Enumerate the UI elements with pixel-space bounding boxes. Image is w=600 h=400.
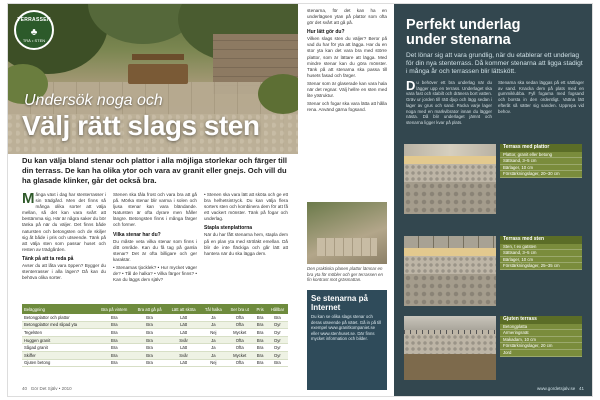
- table-cell: Ofta: [226, 321, 253, 329]
- table-cell: Sågad granit: [22, 344, 96, 352]
- middle-body: [307, 8, 387, 115]
- layer-diagram-gjuten: [404, 316, 496, 380]
- left-page: [8, 4, 298, 396]
- layer-box-item: Sten, t ex gatsten: [500, 244, 582, 251]
- table-cell: Ja: [201, 351, 227, 359]
- table-cell: Bra: [133, 329, 167, 337]
- table-cell: Bra: [253, 359, 267, 367]
- subheading: Vilka stenar har du?: [113, 231, 161, 238]
- table-header: Tål halka: [201, 304, 227, 314]
- table-row: [22, 314, 288, 321]
- layer-box-title: Gjuten terrass: [500, 316, 582, 324]
- table-cell: Dyr: [267, 321, 288, 329]
- page-number-right: www.gordetsjalv.se 41: [537, 386, 584, 391]
- right-lead: Det lönar sig att vara grundlig, när du etablerar ett underlag för din nya stenterrass. Då kommer stenarna att ligga stadigt i många år och terrassen blir lättskött.: [406, 52, 583, 75]
- badge-icon: ♣: [30, 27, 38, 38]
- table-cell: Dyr: [267, 351, 288, 359]
- table-cell: Bra: [133, 351, 167, 359]
- table-cell: Skiffer: [22, 351, 96, 359]
- layer-box-item: Sättsand, 3–5 cm: [500, 250, 582, 257]
- layer-box-item: Jord: [500, 350, 582, 357]
- paragraph: Avser du att låta vara öppen? Bygger du stenterrasser i alla lägen? Då kan du behöva olika sorter.: [22, 262, 106, 281]
- layer-box-title: Terrass med plattor: [500, 144, 582, 152]
- table-cell: Dyr: [267, 344, 288, 352]
- table-header: Ser bra ut: [226, 304, 253, 314]
- internet-box-text: Du kan se olika slags stenar och deras utseende på nätet. Gå in på till exempel www.granitkompaniet.se eller www.stenhuset.se. Där finns mycket information och bilder.: [311, 314, 382, 342]
- table-cell: Bra: [253, 329, 267, 337]
- table-cell: Lätt: [167, 314, 201, 321]
- badge-top-text: TERRASSEN: [17, 17, 51, 23]
- table-row: [22, 351, 288, 359]
- body-column-3: [204, 192, 288, 259]
- body-column-1: [22, 192, 106, 283]
- table-cell: Mycket: [226, 351, 253, 359]
- paragraph: stenarna, för det kan ha en underlägsen ytan på plattor som ofta gör det svårt att gå på.: [307, 8, 387, 26]
- table-header: Bra på vintern: [96, 304, 133, 314]
- article-title: Välj rätt slags sten: [22, 110, 260, 141]
- middle-column: [304, 4, 390, 396]
- table-row: [22, 321, 288, 329]
- table-header: Lätt att sköta: [167, 304, 201, 314]
- table-cell: Gjuten betong: [22, 359, 96, 367]
- table-cell: Bra: [253, 314, 267, 321]
- table-cell: Betongplattor med slipad yta: [22, 321, 96, 329]
- table-cell: Bra: [96, 336, 133, 344]
- right-column-1: Du behöver ett bra underlag när du lägger upp en terrass. Underlaget ska vara fast och stabilt och dränera bort vatten. Gräv ur jorden till rätt djup och lägg sedan i lager av grus och sand. Packa varje lager noga med en markvibrator innan du lägger nästa. Då blir underlaget jämnt och stenarna ligger kvar på plats.: [406, 78, 492, 125]
- paragraph: Stenen ska tåla frost och vara bra att gå på. Mörka stenar blir varma i solen och ljusa stenar kan vara bländande. Natursten är ofta dyrare men håller längre. Betongsten finns i många färger och former.: [113, 192, 197, 228]
- table-cell: Lätt: [167, 359, 201, 367]
- table-cell: Nej: [201, 359, 227, 367]
- table-header: Beläggning: [22, 304, 96, 314]
- right-page: [394, 4, 592, 396]
- layer-box-item: Makadam, 10 cm: [500, 337, 582, 344]
- body-column-2: [113, 192, 197, 285]
- table-cell: Huggen granit: [22, 336, 96, 344]
- badge-bottom-text: TRÄ • STEN: [22, 38, 46, 43]
- table-cell: Svår: [167, 336, 201, 344]
- article-lead: Du kan välja bland stenar och plattor i alla möjliga storlekar och färger till din terrass. De kan ha olika ytor och vara av granit eller gnejs. Och vill du ha glasade klinker, går det också bra.: [22, 156, 288, 185]
- table-cell: Ofta: [226, 314, 253, 321]
- table-row: [22, 344, 288, 352]
- layer-box-item: Sättsand, 3–5 cm: [500, 158, 582, 165]
- subheading: Stapla stenplattorna: [204, 225, 253, 232]
- table-cell: Dyr: [267, 336, 288, 344]
- paragraph: Stenar och fogar ska vara lätta att hålla rena. Använd gärna fogsand.: [307, 101, 387, 113]
- right-column-2: Stenarna ska sedan läggas på ett sättlager av sand. Knacka dem på plats med en gummiklubba. Fyll fogarna med fogsand och borsta in den ordentligt. Vattna lätt efteråt så sätter sig sanden. Upprepa vid behov.: [498, 80, 584, 114]
- table-cell: Bra: [96, 351, 133, 359]
- paragraph: Vilken slags sten du väljer? Beror på vad du har för yta att lägga. Har du en stor yta kan det vara bra med större plattor, som är lättare att lägga. Med mindre stenar kan du göra mönster. Tänk på att stenarna ska passa till husets fasad och färger.: [307, 36, 387, 78]
- paragraph: • Stenen ska vara lätt att sköta och ge ett bra helhetsintryck. Du kan välja flera sorters sten och kombinera dem för att få ett vackert mönster. Tänk på fogar och underlag.: [204, 192, 288, 222]
- table-cell: Lätt: [167, 329, 201, 337]
- page-number-left: 40 Gör Det Själv • 2010: [22, 386, 72, 391]
- table-cell: Svår: [167, 351, 201, 359]
- magazine-spread: [8, 4, 592, 396]
- table-cell: Dyr: [267, 329, 288, 337]
- table-cell: Ja: [201, 336, 227, 344]
- table-cell: Bra: [96, 321, 133, 329]
- layer-box-gjuten: [500, 316, 582, 357]
- internet-box-title: Se stenarna på Internet: [311, 294, 368, 312]
- table-cell: Bra: [133, 359, 167, 367]
- layer-box-item: Förstärkningslager, 20–30 cm: [500, 171, 582, 178]
- paragraph: • Stenarnas tjocklek? • Hur mycket väger de? • Tål de halka? • Vilka färger finns? • Kan du läggs dem själv?: [113, 264, 197, 283]
- layer-box-item: Plattor, granit eller betong: [500, 152, 582, 159]
- paragraph: Du måste veta vilka stenar som finns i ditt område. Kan du få tag på gamla stenar? Det är ofta billigare och ger karaktär.: [113, 238, 197, 262]
- paragraph: Stenar som är glaserade kan vara hala när det regnar. Välj hellre en sten med lite ytstruktur.: [307, 80, 387, 99]
- table-cell: Bra: [133, 321, 167, 329]
- layer-box-item: Bärlager, 10 cm: [500, 257, 582, 264]
- layer-diagram-plattor: [404, 144, 496, 214]
- table-cell: Betongplattor och plattor: [22, 314, 96, 321]
- table-cell: Bra: [253, 321, 267, 329]
- paragraph: Många växt i dag har stenterrasser i sin trädgård. Men det finns så många olika sorter att välja mellan, så det kan vara svårt att bestämma sig. Här är några saker du bör tänka på när du väljer. Det finns både natursten och betongsten och de skiljer sig åt både i pris och utseende. Tänk på att välja sten som passar huset och resten av trädgården.: [22, 190, 106, 252]
- internet-box: [307, 290, 387, 390]
- layer-box-title: Terrass med sten: [500, 236, 582, 244]
- layer-box-plattor: [500, 144, 582, 178]
- section-badge: [14, 10, 54, 50]
- comparison-table: [22, 304, 288, 367]
- table-cell: Bra: [267, 314, 288, 321]
- table-cell: Nej: [201, 329, 227, 337]
- table-cell: Ja: [201, 321, 227, 329]
- layer-box-item: Förstärkningslager, 25–35 cm: [500, 263, 582, 270]
- terrace-photo-small: [307, 202, 387, 264]
- table-cell: Ja: [201, 314, 227, 321]
- table-cell: Bra: [133, 336, 167, 344]
- table-cell: Bra: [133, 344, 167, 352]
- table-cell: Lätt: [167, 321, 201, 329]
- table-cell: Bra: [267, 359, 288, 367]
- table-cell: Bra: [96, 344, 133, 352]
- table-cell: Ofta: [226, 336, 253, 344]
- table-row: [22, 329, 288, 337]
- table-row: [22, 359, 288, 367]
- table-cell: Ofta: [226, 344, 253, 352]
- layer-box-item: Bärlager, 10 cm: [500, 165, 582, 172]
- subheading: Hur lätt gör du?: [307, 29, 345, 36]
- photo-caption: Den praktiska planen plattor lämnar en bra yta för möbler och ger terrassen en fin kontrast mot gräsmattan.: [307, 266, 383, 283]
- table-cell: Tegelsten: [22, 329, 96, 337]
- table-cell: Bra: [253, 351, 267, 359]
- layer-box-item: Förstärkningslager, 20 cm: [500, 343, 582, 350]
- drop-cap: M: [22, 190, 35, 207]
- subheading: Tänk på att ta reda på: [22, 255, 74, 262]
- layer-box-sten: [500, 236, 582, 270]
- table-row: [22, 336, 288, 344]
- layer-box-item: Armeringsnät: [500, 330, 582, 337]
- layer-box-item: Betongplatta: [500, 324, 582, 331]
- right-title: Perfekt underlag under stenarna: [406, 17, 521, 48]
- table-cell: Bra: [96, 329, 133, 337]
- table-cell: Mycket: [226, 329, 253, 337]
- table-cell: Bra: [96, 314, 133, 321]
- table-cell: Ja: [201, 344, 227, 352]
- layer-diagram-sten: [404, 236, 496, 306]
- table-header: Hållbar: [267, 304, 288, 314]
- table-cell: Bra: [133, 314, 167, 321]
- table-header: Bra att gå på: [133, 304, 167, 314]
- table-cell: Ofta: [226, 359, 253, 367]
- article-kicker: Undersök noga och: [24, 92, 163, 109]
- table-cell: Bra: [253, 344, 267, 352]
- paragraph: När du har fått stenarna hem, stapla dem på en plan yta med ströläkt emellan. Då blir de inte fläckiga och går lätt att hantera när du ska lägga dem.: [204, 232, 288, 256]
- table-cell: Bra: [253, 336, 267, 344]
- table-cell: Lätt: [167, 344, 201, 352]
- table-header: Pris: [253, 304, 267, 314]
- table-cell: Bra: [96, 359, 133, 367]
